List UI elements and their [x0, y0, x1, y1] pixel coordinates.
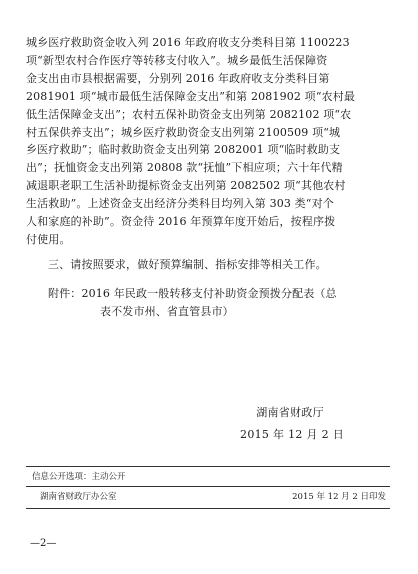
signature-date: 2015 年 12 月 2 日: [240, 428, 344, 441]
body-line: 付使用。: [26, 232, 71, 246]
body-line: 城乡医疗救助资金收入列 2016 年政府收支分类科目第 1100223: [26, 36, 350, 49]
body-line: 低生活保障金支出”；农村五保补助资金支出列第 2082102 项“农: [26, 107, 352, 121]
issuing-office: 湖南省财政厅办公室: [40, 492, 117, 502]
page-number: —2—: [30, 538, 57, 549]
body-line: 人和家庭的补助”。资金待 2016 年预算年度开始后，按程序拨: [26, 215, 336, 229]
body-line: 金支出由市县根据需要，分别列 2016 年政府收支分类科目第: [26, 71, 330, 85]
body-line: 减退职老职工生活补助提标资金支出列第 2082502 项“其他农村: [26, 179, 346, 193]
body-line: 生活救助”。上述资金支出经济分类科目均列入第 303 类“对个: [26, 197, 334, 211]
signature-organization: 湖南省财政厅: [256, 406, 324, 419]
footer-divider-top: [26, 466, 390, 467]
attachment-line-continued: 表不发市州、省直管县市）: [100, 304, 234, 318]
print-date: 2015 年 12 月 2 日印发: [292, 492, 386, 502]
disclosure-option: 信息公开选项：主动公开: [32, 472, 126, 482]
document-body: [26, 34, 394, 321]
body-line: 项“新型农村合作医疗等转移支付收入”。城乡最低生活保障资: [26, 53, 328, 67]
body-line: 村五保供养支出”；城乡医疗救助资金支出列第 2100509 项“城: [26, 125, 341, 139]
footer-divider-bottom: [26, 508, 390, 509]
section-three-paragraph: 三、请按照要求，做好预算编制、指标安排等相关工作。: [48, 257, 327, 271]
attachment-line: 附件：2016 年民政一般转移支付补助资金预拨分配表（总: [48, 286, 337, 300]
footer-divider-middle: [26, 486, 390, 487]
body-line: 出”；抚恤资金支出列第 20808 款“抚恤”下相应项；六十年代精: [26, 161, 343, 175]
body-line: 乡医疗救助”；临时救助资金支出列第 2082001 项“临时救助支: [26, 143, 341, 157]
body-line: 2081901 项“城市最低生活保障金支出”和第 2081902 项“农村最: [26, 89, 356, 103]
